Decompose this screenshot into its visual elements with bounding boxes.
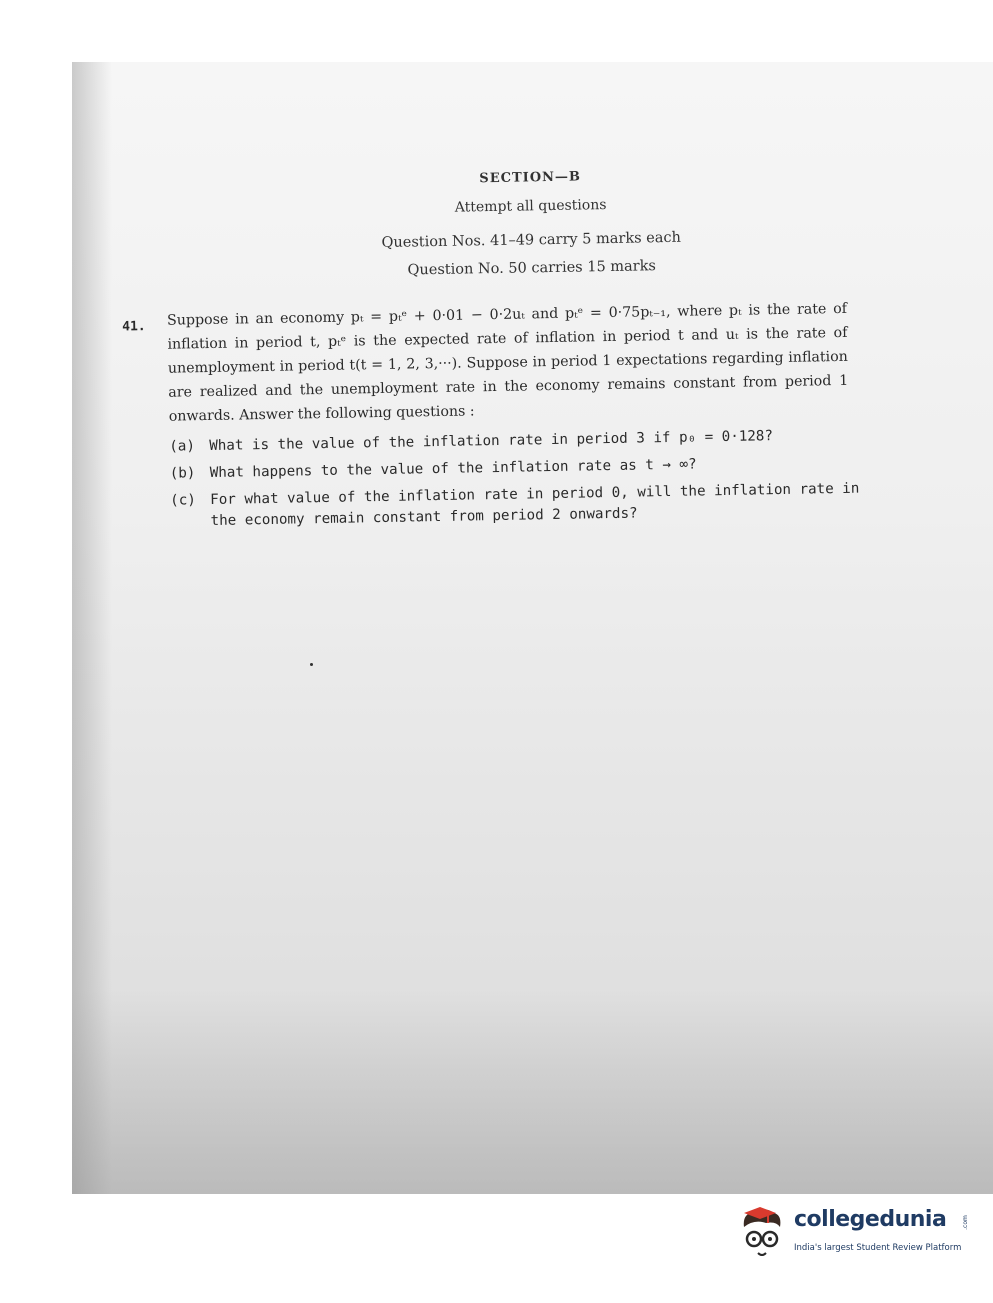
part-text: For what value of the inflation rate in period 0, will the inflation rate in the economy remain constant from period 2 onwards? (210, 480, 860, 529)
scan-shadow-bottom (72, 990, 993, 1194)
logo-wordmark: collegedunia (794, 1207, 947, 1232)
question-number: 41. (122, 319, 146, 335)
logo-tagline: India's largest Student Review Platform (794, 1243, 962, 1253)
marks-instruction: Question Nos. 41–49 carry 5 marks each (381, 229, 682, 251)
part-text: What happens to the value of the inflation rate as t → ∞? (209, 456, 697, 481)
part-label: (a) (169, 438, 196, 455)
graduate-mascot-icon (736, 1205, 792, 1267)
question-text: Suppose in an economy pₜ = pₜᵉ + 0·01 − 0·2uₜ and pₜᵉ = 0·75pₜ₋₁, where pₜ is the rate of inflation in period t, pₜᵉ is the expected rate of inflation in period t and uₜ is the rate of unemployment in period t(t = 1, 2, 3,···). Suppose in period 1 expectations regarding inflation are realized and the unemployment rate in the economy remains constant from period 1 onwards. Answer the following questions : (166, 300, 849, 425)
part-text: What is the value of the inflation rate in period 3 if p₀ = 0·128? (209, 428, 774, 455)
part-label: (b) (169, 465, 196, 482)
speck-mark (310, 663, 313, 666)
section-title: SECTION—B (479, 169, 582, 187)
collegedunia-logo[interactable] (736, 1205, 969, 1275)
logo-domain: .com (961, 1215, 969, 1230)
attempt-instruction: Attempt all questions (454, 197, 607, 216)
marks-instruction-q50: Question No. 50 carries 15 marks (407, 258, 657, 279)
part-label: (c) (170, 492, 196, 509)
exam-page-content (68, 54, 993, 570)
